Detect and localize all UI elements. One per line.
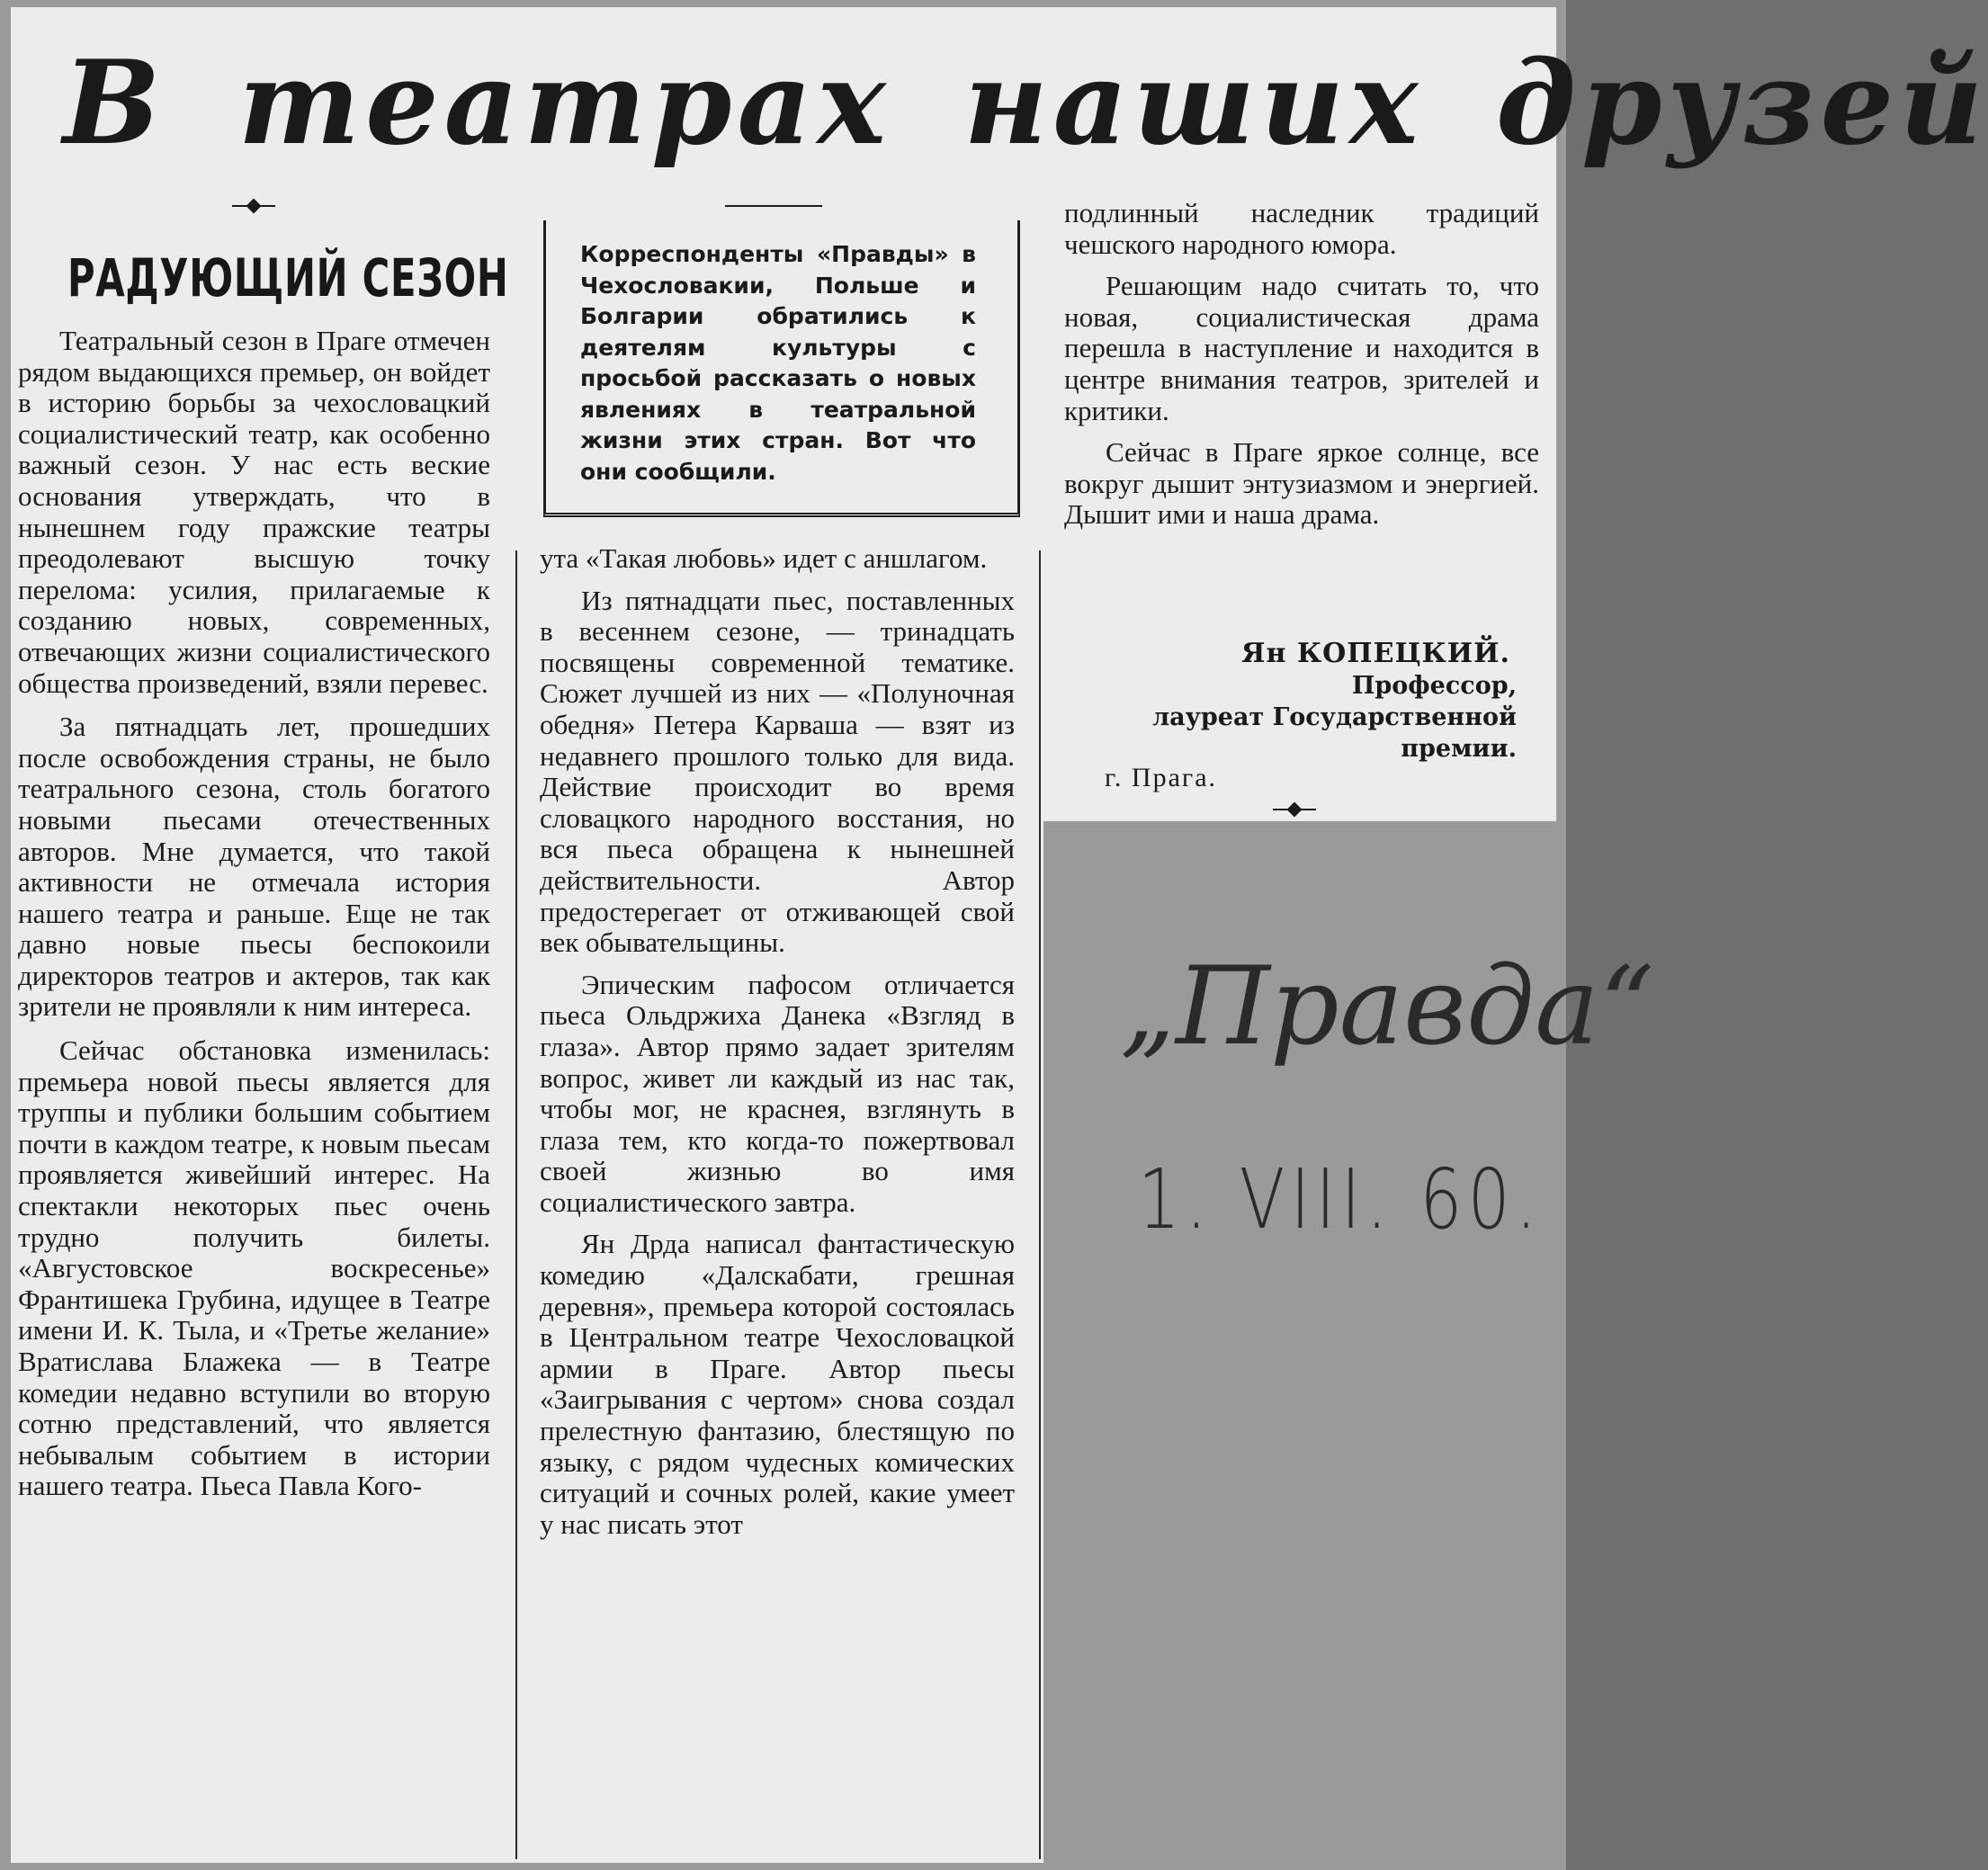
paragraph: подлинный наследник традиций чешского народного юмора. bbox=[1064, 197, 1539, 260]
ornament-diamond-icon bbox=[1273, 803, 1316, 816]
headline: В театрах наших друзей bbox=[63, 36, 1988, 171]
article-column-1 bbox=[18, 326, 490, 1502]
handwritten-publication: „Правда“ bbox=[1120, 944, 1654, 1069]
paragraph: Решающим надо считать то, что новая, социалистическая драма перешла в наступление и находится в центре внимания театров, зрителей и критики. bbox=[1064, 270, 1539, 426]
paragraph: ута «Такая любовь» идет с аншлагом. bbox=[540, 542, 988, 574]
signature-place: г. Прага. bbox=[1105, 763, 1218, 792]
signature-title bbox=[1152, 670, 1517, 765]
paragraph: Ян Дрда написал фантастическую комедию «Далскабати, грешная деревня», премьера которой состоялась в Центральном театре Чехословацкой армии в Праге. Автор пьесы «Заигрывания с чертом» снова создал прелестную фантазию, блестящую по языку, с рядом чудесных комических ситуаций и сочных ролей, какие умеет у нас писать этот bbox=[540, 1228, 1015, 1540]
column-rule-left bbox=[515, 550, 517, 1859]
column-rule-right bbox=[1039, 550, 1041, 1859]
intro-divider bbox=[725, 205, 822, 207]
intro-paragraph: Корреспонденты «Правды» в Чехословакии, Польше и Болгарии обратились к деятелям культуры с просьбой рассказать о новых явлениях в театральной жизни этих стран. Вот что они сообщили. bbox=[580, 241, 976, 485]
ornament-diamond-icon bbox=[232, 200, 275, 212]
signature-title-line: Профессор, bbox=[1351, 672, 1517, 700]
paragraph: Сейчас обстановка изменилась: премьера новой пьесы является для труппы и публики большим событием почти в каждом театре, к новым пьесам проявляется живейший интерес. На спектакли некоторых пьес очень трудно получить билеты. «Августовское воскресенье» Франтишека Грубина, идущее в Театре имени И. К. Тыла, и «Третье желание» Вратислава Блажека — в Театре комедии недавно вступили во вторую сотню представлений, что является небывалым событием в истории нашего театра. Пьеса Павла Кого- bbox=[18, 1034, 490, 1502]
paragraph: Эпическим пафосом отличается пьеса Ольдржиха Данека «Взгляд в глаза». Автор прямо задает зрителям вопрос, живет ли каждый из нас так, чтобы мог, не краснея, взглянуть в глаза тем, кто когда-то пожертвовал своей жизнью во имя социалистического завтра. bbox=[540, 968, 1015, 1218]
article-column-3 bbox=[1064, 198, 1539, 531]
article-column-2 bbox=[540, 543, 1015, 1540]
handwritten-date: 1. VIII. 60. bbox=[1138, 1151, 1543, 1248]
paragraph: Из пятнадцати пьес, поставленных в весеннем сезоне, — тринадцать посвящены современной тематике. Сюжет лучшей из них — «Полуночная обедня» Петера Карваша — взят из недавнего прошлого только для вида. Действие происходит во время словацкого народного восстания, но вся пьеса обращена к нынешней действительности. Автор предостерегает от отживающей свой век обывательщины. bbox=[540, 584, 1015, 959]
paragraph: За пятнадцать лет, прошедших после освобождения страны, не было театрального сезона, столь богатого новыми пьесами отечественных авторов. Мне думается, что такой активности не отмечала история нашего театра и раньше. Еще не так давно новые пьесы беспокоили директоров театров и актеров, так как зрители не проявляли к ним интереса. bbox=[18, 711, 490, 1023]
signature-name: Ян КОПЕЦКИЙ. bbox=[1241, 638, 1510, 669]
paragraph: Театральный сезон в Праге отмечен рядом выдающихся премьер, он войдет в историю борьбы за чехословацкий социалистический театр, как особенно важный сезон. У нас есть веские основания утверждать, что в нынешнем году пражские театры преодолевают высшую точку перелома: усилия, прилагаемые к созданию новых, современных, отвечающих жизни социалистического общества произведений, взяли перевес. bbox=[18, 325, 490, 699]
intro-text bbox=[580, 239, 976, 488]
section-title: РАДУЮЩИЙ СЕЗОН bbox=[67, 247, 509, 309]
signature-title-line: лауреат Государственной bbox=[1152, 703, 1517, 731]
signature-title-line: премии. bbox=[1401, 735, 1517, 763]
paragraph: Сейчас в Праге яркое солнце, все вокруг дышит энтузиазмом и энергией. Дышит ими и наша драма. bbox=[1064, 436, 1539, 531]
